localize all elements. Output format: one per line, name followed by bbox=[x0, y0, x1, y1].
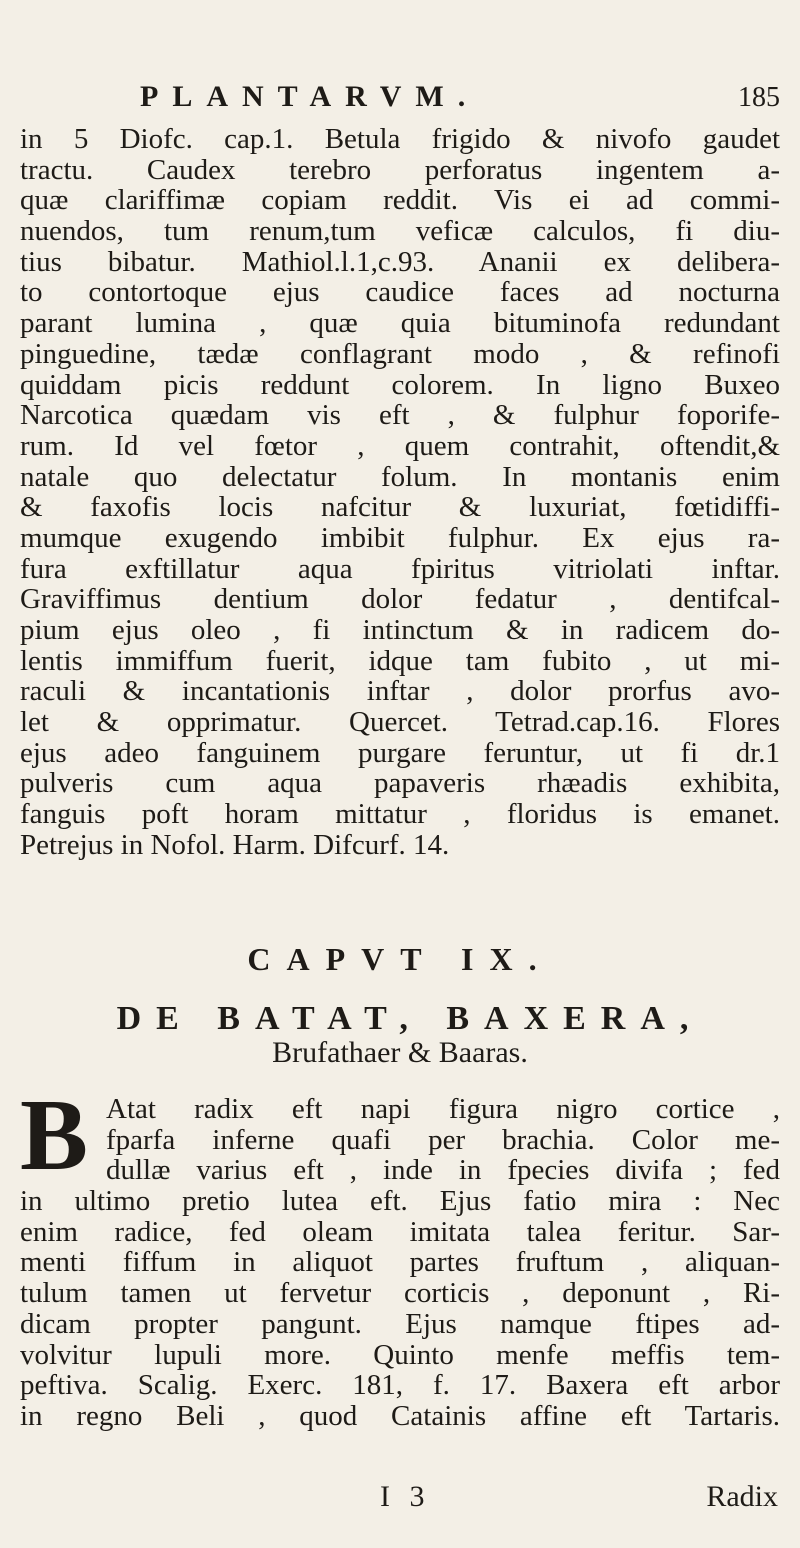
text-line: pulveris cum aqua papaveris rhæadis exhibita, bbox=[20, 767, 780, 800]
chapter-title: DE BATAT, BAXERA, bbox=[116, 1000, 704, 1037]
running-title: PLANTARVM. bbox=[140, 80, 480, 113]
text-line: quæ clariffimæ copiam reddit. Vis ei ad commi- bbox=[20, 184, 780, 217]
text-line: raculi & incantationis inftar , dolor prorfus avo- bbox=[20, 675, 780, 708]
body-paragraph-2 bbox=[20, 1094, 780, 1432]
chapter-subtitle: Brufathaer & Baaras. bbox=[272, 1036, 528, 1069]
text-line: pinguedine, tædæ conflagrant modo , & refinofi bbox=[20, 337, 780, 370]
text-line: quiddam picis reddunt colorem. In ligno Buxeo bbox=[20, 368, 780, 401]
text-line: volvitur lupuli more. Quinto menfe meffis tem- bbox=[20, 1338, 780, 1371]
page-header bbox=[140, 80, 780, 122]
text-line: ejus adeo fanguinem purgare feruntur, ut fi dr.1 bbox=[20, 736, 780, 769]
text-line: to contortoque ejus caudice faces ad nocturna bbox=[20, 276, 780, 309]
text-line: nuendos, tum renum,tum veficæ calculos, fi diu- bbox=[20, 215, 780, 248]
text-line: in regno Beli , quod Catainis affine eft Tartaris. bbox=[20, 1399, 780, 1432]
text-line: let & opprimatur. Quercet. Tetrad.cap.16. Flores bbox=[20, 706, 780, 739]
text-line: peftiva. Scalig. Exerc. 181, f. 17. Baxera eft arbor bbox=[20, 1369, 780, 1402]
text-line: Petrejus in Nofol. Harm. Difcurf. 14. bbox=[20, 828, 450, 861]
text-line: in 5 Diofc. cap.1. Betula frigido & nivofo gaudet bbox=[20, 123, 780, 155]
text-line: fparfa inferne quafi per brachia. Color me- bbox=[106, 1123, 780, 1156]
text-line: rum. Id vel fœtor , quem contrahit, oftendit,& bbox=[20, 429, 780, 462]
text-line: parant lumina , quæ quia bituminofa redundant bbox=[20, 307, 780, 340]
signature-mark: I 3 bbox=[380, 1480, 431, 1513]
text-line: mumque exugendo imbibit fulphur. Ex ejus ra- bbox=[20, 521, 780, 554]
text-line: menti fiffum in aliquot partes fruftum , aliquan- bbox=[20, 1246, 780, 1279]
catchword: Radix bbox=[706, 1480, 778, 1513]
text-line: & faxofis locis nafcitur & luxuriat, fœtidiffi- bbox=[20, 491, 780, 524]
text-line: tractu. Caudex terebro perforatus ingentem a- bbox=[20, 153, 780, 186]
text-line: tulum tamen ut fervetur corticis , deponunt , Ri- bbox=[20, 1277, 780, 1310]
text-line: pium ejus oleo , fi intinctum & in radicem do- bbox=[20, 614, 780, 646]
text-line: in ultimo pretio lutea eft. Ejus fatio mira : Nec bbox=[20, 1185, 780, 1218]
text-line: tius bibatur. Mathiol.l.1,c.93. Ananii ex delibera- bbox=[20, 245, 780, 278]
text-line: Atat radix eft napi figura nigro cortice , bbox=[106, 1093, 780, 1125]
chapter-heading: CAPVT IX. bbox=[247, 941, 553, 977]
text-line: Graviffimus dentium dolor fedatur , dentifcal- bbox=[20, 583, 780, 616]
text-line: natale quo delectatur folum. In montanis enim bbox=[20, 460, 780, 493]
body-paragraph-1 bbox=[20, 124, 780, 861]
text-line: fanguis poft horam mittatur , floridus is emanet. bbox=[20, 798, 780, 831]
text-line: dullæ varius eft , inde in fpecies divifa ; fed bbox=[106, 1154, 780, 1187]
text-line: enim radice, fed oleam imitata talea feritur. Sar- bbox=[20, 1215, 780, 1248]
text-line: dicam propter pangunt. Ejus namque ftipes ad- bbox=[20, 1307, 780, 1340]
text-line: Narcotica quædam vis eft , & fulphur foporife- bbox=[20, 399, 780, 432]
drop-cap: B bbox=[20, 1079, 89, 1192]
page-number: 185 bbox=[738, 82, 780, 113]
text-line: fura exftillatur aqua fpiritus vitriolati inftar. bbox=[20, 552, 780, 585]
text-line: lentis immiffum fuerit, idque tam fubito , ut mi- bbox=[20, 644, 780, 677]
